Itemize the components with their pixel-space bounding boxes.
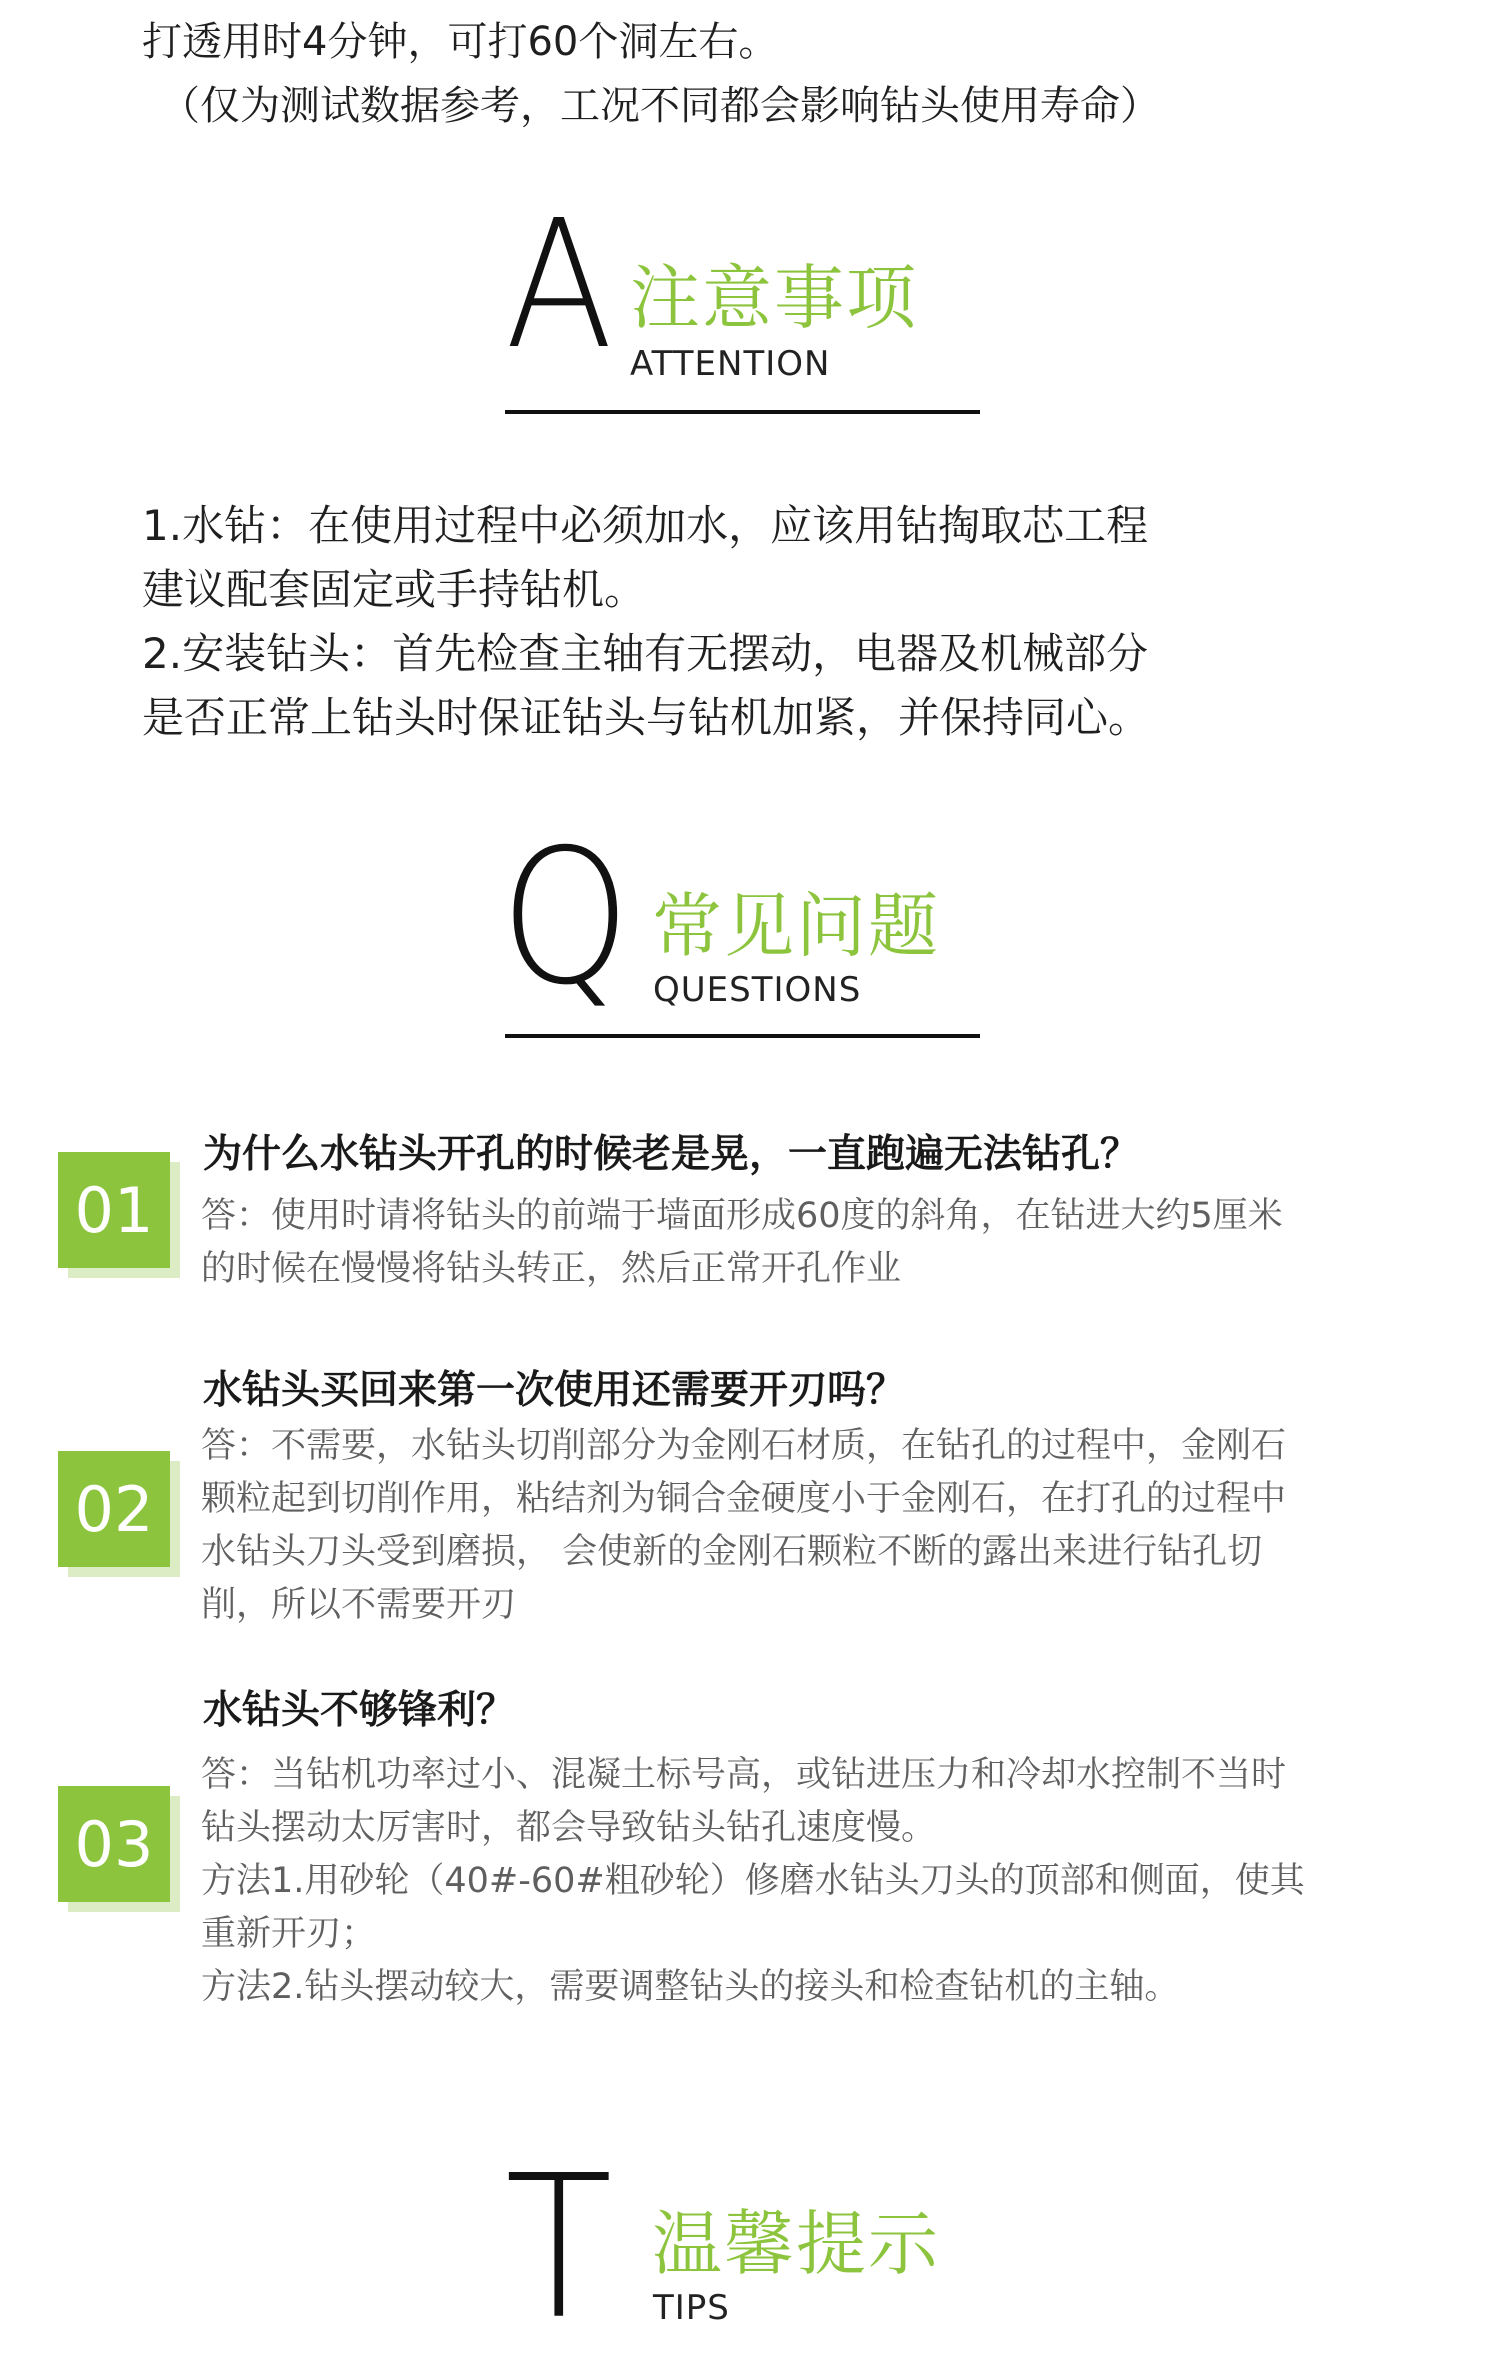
faq-answer-1-line-2: 的时候在慢慢将钻头转正，然后正常开孔作业	[201, 1249, 902, 1289]
attention-line-2: 建议配套固定或手持钻机。	[142, 565, 647, 614]
attention-line-3: 2.安装钻头：首先检查主轴有无摆动，电器及机械部分	[142, 629, 1149, 678]
faq-number-badge-3: 03	[58, 1786, 170, 1902]
faq-answer-2-line-2: 颗粒起到切削作用，粘结剂为铜合金硬度小于金刚石，在打孔的过程中	[201, 1479, 1287, 1519]
faq-question-1: 为什么水钻头开孔的时候老是晃，一直跑遍无法钻孔？	[203, 1132, 1140, 1177]
attention-divider	[505, 410, 980, 414]
questions-title-cn: 常见问题	[652, 885, 940, 967]
intro-line-1: 打透用时4分钟，可打60个洞左右。	[142, 19, 779, 65]
attention-line-1: 1.水钻：在使用过程中必须加水，应该用钻掏取芯工程	[142, 501, 1149, 550]
faq-answer-3-line-2: 钻头摆动太厉害时，都会导致钻头钻孔速度慢。	[201, 1808, 937, 1848]
tips-title-cn: 温馨提示	[652, 2203, 940, 2285]
questions-divider	[505, 1034, 980, 1038]
faq-answer-2-line-3: 水钻头刀头受到磨损， 会使新的金刚石颗粒不断的露出来进行钻孔切	[201, 1532, 1263, 1572]
faq-answer-3-line-5: 方法2.钻头摆动较大，需要调整钻头的接头和检查钻机的主轴。	[201, 1967, 1180, 2007]
questions-title-en: QUESTIONS	[653, 970, 862, 1010]
tips-letter: T	[505, 2133, 613, 2363]
faq-number-badge-1: 01	[58, 1152, 170, 1268]
intro-line-2: （仅为测试数据参考，工况不同都会影响钻头使用寿命）	[160, 83, 1160, 129]
faq-answer-2-line-4: 削，所以不需要开刃	[201, 1585, 517, 1625]
faq-answer-2-line-1: 答：不需要，水钻头切削部分为金刚石材质，在钻孔的过程中，金刚石	[201, 1426, 1287, 1466]
attention-letter: A	[505, 182, 614, 389]
faq-question-2: 水钻头买回来第一次使用还需要开刃吗？	[203, 1368, 906, 1413]
tips-title-en: TIPS	[653, 2288, 730, 2328]
faq-answer-3-line-1: 答：当钻机功率过小、混凝土标号高，或钻进压力和冷却水控制不当时	[201, 1755, 1287, 1795]
faq-number-badge-2: 02	[58, 1451, 170, 1567]
faq-answer-1-line-1: 答：使用时请将钻头的前端于墙面形成60度的斜角，在钻进大约5厘米	[201, 1196, 1283, 1236]
faq-answer-3-line-3: 方法1.用砂轮（40#-60#粗砂轮）修磨水钻头刀头的顶部和侧面，使其	[201, 1861, 1305, 1901]
questions-letter: Q	[500, 810, 631, 1027]
faq-answer-3-line-4: 重新开刃；	[201, 1914, 377, 1954]
attention-title-en: ATTENTION	[630, 344, 831, 384]
faq-question-3: 水钻头不够锋利？	[203, 1688, 516, 1733]
attention-title-cn: 注意事项	[630, 257, 918, 339]
attention-line-4: 是否正常上钻头时保证钻头与钻机加紧，并保持同心。	[142, 693, 1151, 742]
